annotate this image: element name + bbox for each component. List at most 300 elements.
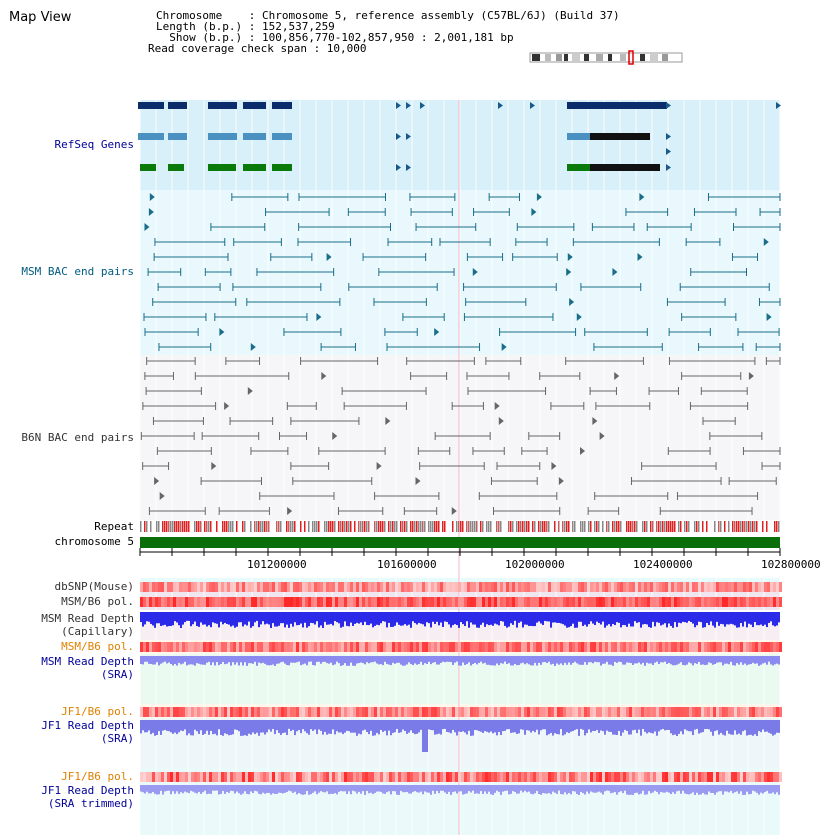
jf1-depth-sra-bar — [422, 720, 424, 752]
msm-depth-capillary-bar — [288, 612, 290, 628]
msm-pol-heat-cell — [551, 642, 554, 652]
jf1-depth-sra-bar — [378, 720, 380, 734]
jf1-depth-trimmed-bar — [448, 785, 450, 792]
jf1-depth-sra-bar — [300, 720, 302, 733]
msm-depth-capillary-bar — [216, 612, 218, 624]
dbsnp-heat-cell — [740, 582, 743, 592]
jf1-depth-trimmed-bar — [416, 785, 418, 792]
msm-depth-capillary-bar — [190, 612, 192, 626]
jf1-depth-sra-bar — [204, 720, 206, 734]
jf1-pol-heat-cell — [200, 707, 203, 717]
jf1-depth-trimmed-bar — [204, 785, 206, 791]
jf1-pol-heat-cell — [311, 772, 314, 782]
jf1-depth-trimmed-bar — [480, 785, 482, 791]
jf1-depth-sra-bar — [290, 720, 292, 731]
msm-pol-heat-cell — [197, 642, 200, 652]
msm-depth-capillary-bar — [396, 612, 398, 622]
msm-depth-sra-bar — [764, 656, 766, 663]
jf1-depth-sra-bar — [648, 720, 650, 732]
jf1-pol-heat-cell — [389, 772, 392, 782]
msm-depth-sra-bar — [324, 656, 326, 662]
msm-depth-capillary-bar — [588, 612, 590, 624]
jf1-pol-heat-cell — [380, 772, 383, 782]
msm-pol-heat-cell — [479, 597, 482, 607]
msm-depth-capillary-bar — [532, 612, 534, 626]
jf1-pol-heat-cell — [284, 772, 287, 782]
jf1-depth-trimmed-bar — [494, 785, 496, 793]
dbsnp-heat-cell — [656, 582, 659, 592]
msm-pol-heat-cell — [161, 642, 164, 652]
dbsnp-heat-cell — [437, 582, 440, 592]
msm-depth-sra-bar — [546, 656, 548, 663]
jf1-depth-sra-bar — [618, 720, 620, 731]
msm-pol-heat-cell — [575, 642, 578, 652]
msm-pol-heat-cell — [701, 642, 704, 652]
jf1-depth-trimmed-bar — [578, 785, 580, 795]
msm-depth-sra-bar — [732, 656, 734, 665]
msm-depth-capillary-bar — [632, 612, 634, 626]
msm-depth-capillary-bar — [572, 612, 574, 624]
msm-pol-heat-cell — [275, 597, 278, 607]
msm-pol-heat-cell — [428, 597, 431, 607]
msm-depth-sra-bar — [752, 656, 754, 663]
jf1-pol-heat-cell — [380, 707, 383, 717]
jf1-pol-heat-cell — [344, 707, 347, 717]
msm-pol-heat-cell — [689, 642, 692, 652]
jf1-depth-trimmed-bar — [468, 785, 470, 791]
msm-depth-capillary-bar — [762, 612, 764, 626]
jf1-depth-sra-bar — [650, 720, 652, 733]
msm-depth-capillary-bar — [294, 612, 296, 622]
jf1-depth-trimmed-bar — [320, 785, 322, 791]
msm-depth-capillary-bar — [338, 612, 340, 623]
msm-depth-capillary-bar — [478, 612, 480, 628]
msm-depth-sra-bar — [298, 656, 300, 662]
msm-pol-heat-cell — [593, 597, 596, 607]
repeat-element — [414, 521, 416, 532]
repeat-element — [266, 521, 268, 532]
jf1-depth-trimmed-bar — [294, 785, 296, 792]
jf1-pol-heat-cell — [725, 707, 728, 717]
msm-depth-capillary-bar — [624, 612, 626, 625]
msm-pol-heat-cell — [746, 642, 749, 652]
msm-depth-capillary-bar — [444, 612, 446, 621]
dbsnp-heat-cell — [509, 582, 512, 592]
jf1-pol-heat-cell — [539, 707, 542, 717]
msm-depth-sra-bar — [290, 656, 292, 663]
repeat-element — [534, 521, 536, 532]
msm-depth-sra-bar — [500, 656, 502, 663]
msm-pol-heat-cell — [512, 597, 515, 607]
jf1-pol-heat-cell — [248, 707, 251, 717]
msm-depth-sra-bar — [638, 656, 640, 662]
repeat-element — [526, 521, 528, 532]
jf1-depth-sra-bar — [604, 720, 606, 735]
msm-depth-sra-bar — [678, 656, 680, 664]
jf1-pol-heat-cell — [575, 772, 578, 782]
msm-pol-heat-cell — [299, 597, 302, 607]
jf1-pol-heat-cell — [404, 772, 407, 782]
dbsnp-heat-cell — [512, 582, 515, 592]
jf1-pol-heat-cell — [677, 707, 680, 717]
msm-depth-sra-bar — [566, 656, 568, 665]
msm-depth-capillary-bar — [668, 612, 670, 624]
msm-pol-heat-cell — [185, 597, 188, 607]
jf1-pol-heat-cell — [140, 707, 143, 717]
jf1-pol-heat-cell — [401, 772, 404, 782]
jf1-pol-heat-cell — [293, 707, 296, 717]
msm-depth-capillary-bar — [594, 612, 596, 625]
jf1-pol-heat-cell — [266, 707, 269, 717]
jf1-pol-heat-cell — [596, 707, 599, 717]
jf1-depth-sra-bar — [344, 720, 346, 733]
jf1-depth-trimmed-bar — [662, 785, 664, 793]
jf1-depth-sra-bar — [454, 720, 456, 732]
jf1-depth-sra-bar — [350, 720, 352, 733]
jf1-pol-heat-cell — [734, 707, 737, 717]
msm-depth-capillary-bar — [262, 612, 264, 621]
jf1-depth-trimmed-bar — [232, 785, 234, 791]
jf1-pol-heat-cell — [452, 772, 455, 782]
msm-pol-heat-cell — [149, 642, 152, 652]
dbsnp-heat-cell — [203, 582, 206, 592]
msm-pol-heat-cell — [158, 597, 161, 607]
jf1-depth-trimmed-bar — [228, 785, 230, 793]
jf1-depth-sra-bar — [216, 720, 218, 735]
msm-depth-capillary-bar — [640, 612, 642, 628]
dbsnp-heat-cell — [440, 582, 443, 592]
jf1-depth-sra-bar — [332, 720, 334, 729]
msm-depth-sra-bar — [776, 656, 778, 664]
msm-pol-heat-cell — [548, 597, 551, 607]
msm-depth-sra-bar — [284, 656, 286, 664]
repeat-element — [436, 521, 438, 532]
jf1-depth-sra-bar — [316, 720, 318, 734]
msm-depth-sra-bar — [734, 656, 736, 666]
jf1-pol-heat-cell — [470, 772, 473, 782]
jf1-depth-trimmed-bar — [208, 785, 210, 794]
jf1-pol-heat-cell — [410, 772, 413, 782]
jf1-depth-sra-bar — [588, 720, 590, 729]
msm-pol-heat-cell — [695, 642, 698, 652]
dbsnp-heat-cell — [290, 582, 293, 592]
msm-depth-sra-bar — [410, 656, 412, 664]
msm-pol-heat-cell — [416, 597, 419, 607]
jf1-pol-heat-cell — [212, 707, 215, 717]
repeat-element — [582, 521, 584, 532]
jf1-depth-trimmed-bar — [172, 785, 174, 791]
jf1-pol-heat-cell — [635, 772, 638, 782]
repeat-element — [488, 521, 490, 532]
jf1-depth-sra-bar — [688, 720, 690, 731]
dbsnp-heat-cell — [143, 582, 146, 592]
msm-pol-heat-cell — [431, 642, 434, 652]
jf1-pol-heat-cell — [518, 772, 521, 782]
msm-pol-heat-cell — [257, 642, 260, 652]
msm-depth-capillary-bar — [490, 612, 492, 625]
msm-depth-sra-bar — [518, 656, 520, 665]
msm-depth-capillary-bar — [576, 612, 578, 628]
msm-pol-heat-cell — [335, 642, 338, 652]
jf1-depth-trimmed-bar — [636, 785, 638, 793]
jf1-depth-sra-bar — [140, 720, 142, 733]
msm-pol-heat-cell — [338, 642, 341, 652]
msm-depth-sra-bar — [726, 656, 728, 664]
msm-depth-capillary-bar — [422, 612, 424, 624]
jf1-pol-heat-cell — [422, 772, 425, 782]
jf1-depth-trimmed-bar — [726, 785, 728, 792]
dbsnp-heat-cell — [662, 582, 665, 592]
jf1-depth-sra-bar — [164, 720, 166, 730]
dbsnp-heat-cell — [266, 582, 269, 592]
jf1-depth-trimmed-bar — [212, 785, 214, 791]
repeat-element — [174, 521, 176, 532]
msm-depth-sra-bar — [140, 656, 142, 664]
msm-pol-heat-cell — [275, 642, 278, 652]
jf1-depth-trimmed-bar — [266, 785, 268, 793]
jf1-pol-heat-cell — [389, 707, 392, 717]
jf1-depth-sra-bar — [718, 720, 720, 735]
jf1-depth-trimmed-bar — [426, 785, 428, 792]
msm-depth-sra-bar — [552, 656, 554, 664]
msm-depth-capillary-bar — [740, 612, 742, 623]
msm-depth-sra-bar — [604, 656, 606, 664]
msm-depth-sra-bar — [456, 656, 458, 662]
msm-pol-heat-cell — [467, 642, 470, 652]
repeat-element — [606, 521, 608, 532]
jf1-depth-sra-bar — [182, 720, 184, 731]
msm-depth-sra-bar — [718, 656, 720, 662]
msm-depth-capillary-bar — [696, 612, 698, 625]
jf1-pol-heat-cell — [149, 772, 152, 782]
dbsnp-heat-cell — [779, 582, 782, 592]
msm-pol-heat-cell — [704, 597, 707, 607]
msm-depth-capillary-bar — [222, 612, 224, 624]
msm-pol-heat-cell — [233, 642, 236, 652]
dbsnp-heat-cell — [476, 582, 479, 592]
dbsnp-heat-cell — [692, 582, 695, 592]
msm-depth-capillary-bar — [638, 612, 640, 622]
msm-depth-sra-bar — [162, 656, 164, 663]
repeat-element — [354, 521, 356, 532]
msm-pol-heat-cell — [416, 642, 419, 652]
jf1-pol-heat-cell — [707, 707, 710, 717]
msm-depth-sra-bar — [506, 656, 508, 664]
jf1-pol-heat-cell — [434, 707, 437, 717]
msm-pol-heat-cell — [443, 642, 446, 652]
msm-depth-sra-bar — [370, 656, 372, 662]
jf1-pol-heat-cell — [641, 772, 644, 782]
msm-depth-capillary-bar — [232, 612, 234, 626]
jf1-pol-heat-cell — [365, 772, 368, 782]
ideogram-band — [556, 54, 562, 61]
msm-pol-heat-cell — [278, 597, 281, 607]
msm-depth-sra-bar — [306, 656, 308, 665]
chromosome-line: Chromosome : Chromosome 5, reference assembly (C57BL/6J) (Build 37) — [156, 9, 620, 22]
jf1-pol-heat-cell — [257, 707, 260, 717]
repeat-element — [334, 521, 336, 532]
repeat-element — [626, 521, 628, 532]
repeat-element — [588, 521, 590, 532]
jf1-pol-heat-cell — [269, 772, 272, 782]
jf1-depth-sra-bar — [334, 720, 336, 734]
msm-depth-capillary-bar — [458, 612, 460, 628]
jf1-pol-heat-cell — [677, 772, 680, 782]
msm-pol-heat-cell — [668, 642, 671, 652]
dbsnp-heat-cell — [413, 582, 416, 592]
msm-pol-heat-cell — [692, 597, 695, 607]
jf1-pol-heat-cell — [467, 707, 470, 717]
dbsnp-heat-cell — [632, 582, 635, 592]
jf1-depth-trimmed-bar — [154, 785, 156, 794]
msm-pol-heat-cell — [176, 597, 179, 607]
repeat-element — [416, 521, 418, 532]
repeat-element — [538, 521, 540, 532]
repeat-element — [574, 521, 576, 532]
msm-depth-sra-bar — [218, 656, 220, 665]
jf1-depth-sra-bar — [706, 720, 708, 729]
jf1-depth-trimmed-bar — [436, 785, 438, 791]
jf1-depth-sra-bar — [168, 720, 170, 731]
jf1-depth-sra-bar — [408, 720, 410, 733]
jf1-pol-heat-cell — [482, 772, 485, 782]
msm-depth-capillary-bar — [564, 612, 566, 626]
repeat-element — [294, 521, 296, 532]
jf1-depth-sra-bar — [474, 720, 476, 730]
msm-pol-heat-cell — [710, 642, 713, 652]
msm-pol-heat-cell — [740, 597, 743, 607]
jf1-pol-heat-cell — [251, 707, 254, 717]
jf1-pol-heat-cell — [221, 707, 224, 717]
jf1-pol-heat-cell — [497, 707, 500, 717]
dbsnp-heat-cell — [665, 582, 668, 592]
jf1-depth-sra-bar — [166, 720, 168, 731]
msm-depth-sra-bar — [440, 656, 442, 663]
msm-pol-heat-cell — [191, 597, 194, 607]
dbsnp-heat-cell — [443, 582, 446, 592]
msm-depth-capillary-bar — [248, 612, 250, 622]
repeat-element — [666, 521, 668, 532]
jf1-depth-sra-bar — [206, 720, 208, 731]
dbsnp-heat-cell — [653, 582, 656, 592]
msm-depth-capillary-bar — [180, 612, 182, 628]
msm-depth-capillary-bar — [634, 612, 636, 621]
msm-pol-heat-cell — [542, 597, 545, 607]
jf1-depth-sra-bar — [596, 720, 598, 730]
jf1-pol-heat-cell — [140, 772, 143, 782]
msm-pol-heat-cell — [539, 597, 542, 607]
msm-depth-sra-bar — [488, 656, 490, 665]
jf1-pol-heat-cell — [413, 772, 416, 782]
jf1-depth-trimmed-bar — [196, 785, 198, 793]
msm-depth-sra-bar — [572, 656, 574, 663]
jf1-pol-heat-cell — [431, 707, 434, 717]
jf1-depth-trimmed-bar — [614, 785, 616, 792]
msm-pol-heat-cell — [140, 597, 143, 607]
dbsnp-heat-cell — [275, 582, 278, 592]
jf1-depth-sra-bar — [258, 720, 260, 736]
jf1-depth-sra-bar — [608, 720, 610, 732]
jf1-depth-sra-bar — [390, 720, 392, 735]
msm-pol-heat-cell — [317, 642, 320, 652]
dbsnp-heat-cell — [614, 582, 617, 592]
msm-pol-heat-cell — [194, 642, 197, 652]
msm-depth-capillary-bar — [586, 612, 588, 627]
msm-depth-capillary-bar — [442, 612, 444, 627]
msm-depth-sra-bar — [202, 656, 204, 665]
jf1-depth-trimmed-bar — [220, 785, 222, 794]
repeat-element — [524, 521, 526, 532]
jf1-pol-heat-cell — [440, 772, 443, 782]
msm-depth-sra-bar — [256, 656, 258, 666]
jf1-depth-sra-bar — [602, 720, 604, 731]
msm-pol-heat-cell — [647, 642, 650, 652]
dbsnp-heat-cell — [317, 582, 320, 592]
msm-depth-capillary-bar — [388, 612, 390, 623]
jf1-depth-trimmed-bar — [702, 785, 704, 793]
chromosome-ideogram — [530, 51, 682, 64]
jf1-depth-trimmed-bar — [746, 785, 748, 792]
dbsnp-heat-cell — [449, 582, 452, 592]
jf1-depth-sra-bar — [494, 720, 496, 732]
jf1-depth-sra-bar — [542, 720, 544, 729]
jf1-depth-sra-bar — [746, 720, 748, 736]
jf1-pol-heat-cell — [761, 772, 764, 782]
msm-pol-heat-cell — [260, 642, 263, 652]
msm-depth-sra-bar — [586, 656, 588, 665]
msm-pol-heat-cell — [266, 597, 269, 607]
msm-depth-sra-bar — [520, 656, 522, 663]
jf1-depth-sra-bar — [752, 720, 754, 736]
msm-depth-sra-bar — [424, 656, 426, 663]
msm-depth-sra-bar — [538, 656, 540, 663]
jf1-pol-heat-cell — [260, 772, 263, 782]
dbsnp-heat-cell — [188, 582, 191, 592]
jf1-pol-heat-cell — [524, 772, 527, 782]
msm-depth-sra-bar — [702, 656, 704, 664]
msm-depth-sra-bar — [544, 656, 546, 662]
msm-depth-sra-bar — [214, 656, 216, 665]
jf1-pol-heat-cell — [227, 707, 230, 717]
msm-depth-capillary-bar — [336, 612, 338, 622]
jf1-depth-sra-bar — [358, 720, 360, 734]
msm-depth-sra-bar — [248, 656, 250, 663]
dbsnp-heat-cell — [584, 582, 587, 592]
ideogram-band — [564, 54, 568, 61]
msm-depth-sra-bar — [262, 656, 264, 663]
dbsnp-heat-cell — [602, 582, 605, 592]
dbsnp-heat-cell — [518, 582, 521, 592]
jf1-depth-trimmed-bar — [506, 785, 508, 791]
msm-pol-heat-cell — [263, 597, 266, 607]
jf1-depth-trimmed-bar — [386, 785, 388, 792]
jf1-depth-trimmed-bar — [496, 785, 498, 791]
jf1-pol-heat-cell — [305, 707, 308, 717]
msm-pol-heat-cell — [701, 597, 704, 607]
dbsnp-heat-cell — [587, 582, 590, 592]
jf1-depth-trimmed-bar — [652, 785, 654, 792]
jf1-depth-sra-bar — [446, 720, 448, 732]
jf1-depth-sra-bar — [480, 720, 482, 732]
jf1-depth-trimmed-bar — [450, 785, 452, 795]
msm-pol-heat-cell — [752, 642, 755, 652]
msm-depth-capillary-bar — [568, 612, 570, 627]
jf1-pol-heat-cell — [215, 772, 218, 782]
jf1-depth-sra-bar — [310, 720, 312, 729]
msm-pol-heat-cell — [707, 597, 710, 607]
jf1-pol-heat-cell — [476, 707, 479, 717]
jf1-pol-heat-cell — [626, 772, 629, 782]
